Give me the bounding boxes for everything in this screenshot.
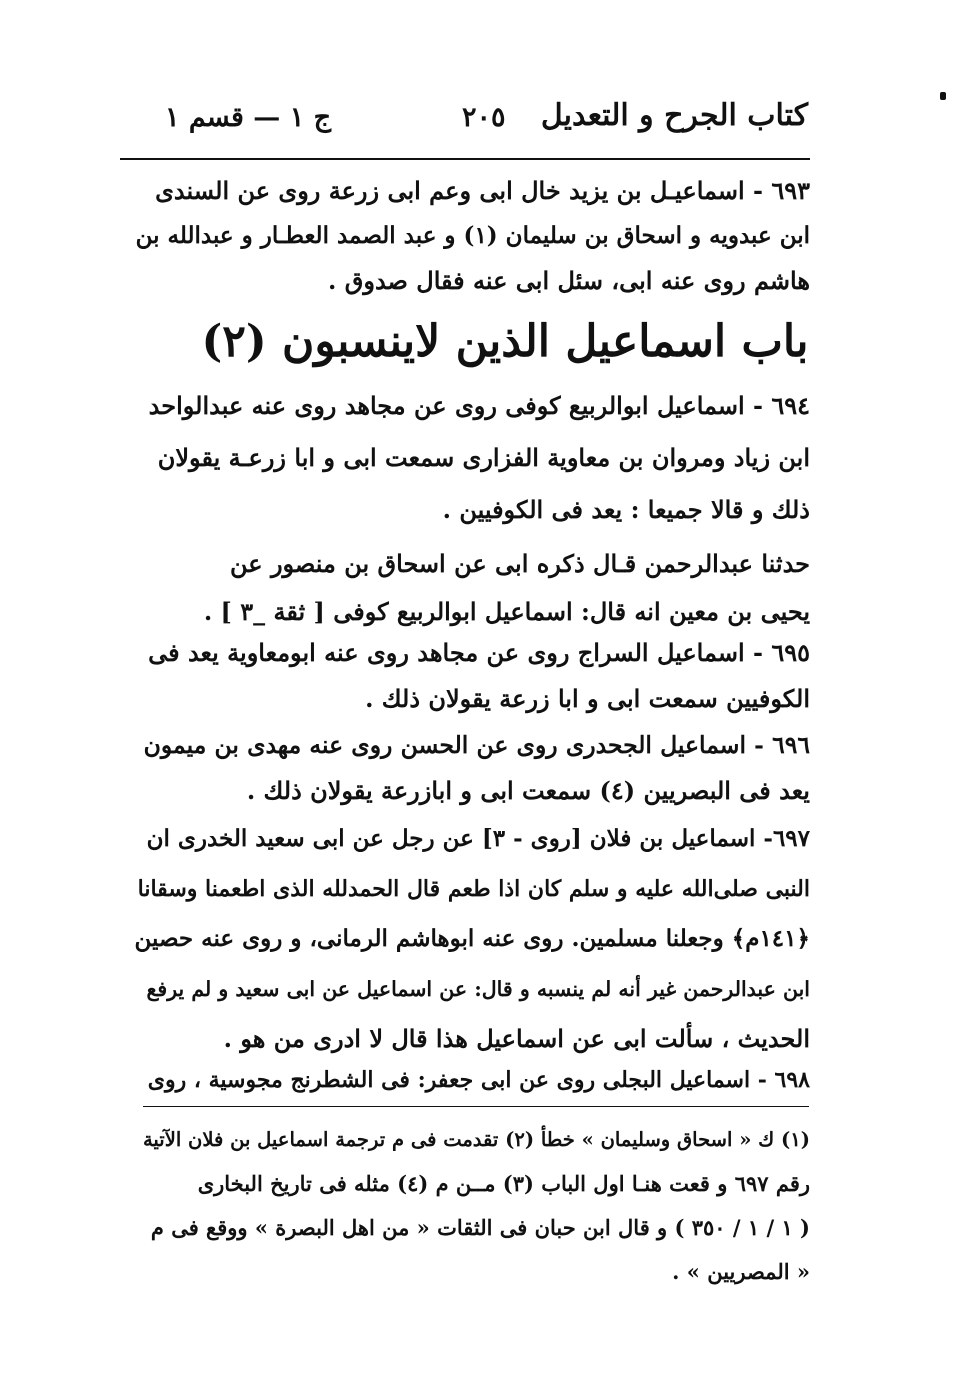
entry-line: الحديث ، سألت ابى عن اسماعيل هذا قال لا ادرى من هو . (223, 1024, 810, 1053)
entry-line: ابن عبدويه و اسحاق بن سليمان (١) و عبد الصمد العطـار و عبدالله بن (135, 222, 810, 249)
entry-line: ابن عبدالرحمن غير أنه لم ينسبه و قال: عن اسماعيل عن ابى سعيد و لم يرفع (146, 977, 810, 1001)
book-title: كتاب الجرح و التعديل (540, 98, 808, 133)
entry-line: ﴿١٤١م﴾ وجعلنا مسلمين. روى عنه ابوهاشم الرمانى، و روى عنه حصين (134, 925, 810, 952)
entry-697 (135, 814, 810, 1064)
running-header (130, 88, 808, 160)
entry-695 (135, 630, 810, 722)
entry-line: ٦٩٦ - اسماعيل الجحدرى روى عن الحسن روى عنه مهدى بن ميمون (143, 731, 810, 759)
footnote-line: ( ١ / ١ / ٣٥٠ ) و قال ابن حبان فى الثقات « من اهل البصرة » ووقع فى م (150, 1215, 810, 1240)
entry-696 (135, 722, 810, 814)
entry-line: ٦٩٧- اسماعيل بن فلان [روى - ٣] عن رجل عن ابى سعيد الخدرى ان (146, 825, 810, 852)
entry-line: ٦٩٤ - اسماعيل ابوالربيع كوفى روى عن مجاهد روى عنه عبدالواحد (148, 391, 810, 420)
entry-698 (135, 1060, 810, 1100)
entry-line: ٦٩٣ - اسماعيـل بن يزيد خال ابى وعم ابى زرعة روى عن السندى (155, 176, 810, 205)
entry-line: هاشم روى عنه ابى، سئل ابى عنه فقال صدوق . (328, 266, 810, 295)
header-rule (120, 158, 810, 160)
entry-line: حدثنا عبدالرحمن قـال ذكره ابى عن اسحاق بن منصور عن (230, 549, 810, 578)
entry-line: ابن زياد ومروان بن معاوية الفزارى سمعت ابى و ابا زرعـة يقولان (157, 443, 810, 472)
entry-line: ٦٩٨ - اسماعيل البجلى روى عن ابى جعفر: فى الشطرنج مجوسية ، روى (147, 1067, 810, 1093)
footnote-line: (١) ك « اسحاق وسليمان » خطأ (٢) تقدمت فى م ترجمة اسماعيل بن فلان الآتية (142, 1128, 810, 1151)
entry-line: ٦٩٥ - اسماعيل السراج روى عن مجاهد روى عنه ابومعاوية يعد فى (148, 638, 810, 667)
footnotes (135, 1118, 810, 1294)
entry-line: يحيى بن معين انه قال: اسماعيل ابوالربيع كوفى [ ثقة _٣ ] . (203, 597, 810, 626)
entry-694 (135, 380, 810, 536)
footnote-line: « المصريين » . (672, 1259, 810, 1284)
page-number: ٢٠٥ (462, 102, 506, 133)
entry-line: الكوفيين سمعت ابى و ابا زرعة يقولان ذلك . (365, 684, 810, 713)
footnote-rule (143, 1106, 809, 1107)
ink-mark (940, 92, 946, 100)
entry-line: ذلك و قالا جميعا : يعد فى الكوفيين . (442, 495, 810, 524)
entry-693 (135, 168, 810, 303)
entry-694-continuation (135, 540, 810, 636)
entry-line: النبى صلى‌الله عليه و سلم كان اذا طعم قال الحمدلله الذى اطعمنا وسقانا (137, 876, 810, 902)
entry-line: يعد فى البصريين (٤) سمعت ابى و ابازرعة يقولان ذلك . (246, 776, 810, 805)
footnote-line: رقم ٦٩٧ و قعت هنـا اول الباب (٣) مــن م (٤) مثله فى تاريخ البخارى (197, 1171, 810, 1196)
chapter-title: باب اسماعيل الذين لاينسبون (٢) (201, 316, 809, 367)
volume-section: ج ١ — قسم ١ (165, 102, 332, 133)
